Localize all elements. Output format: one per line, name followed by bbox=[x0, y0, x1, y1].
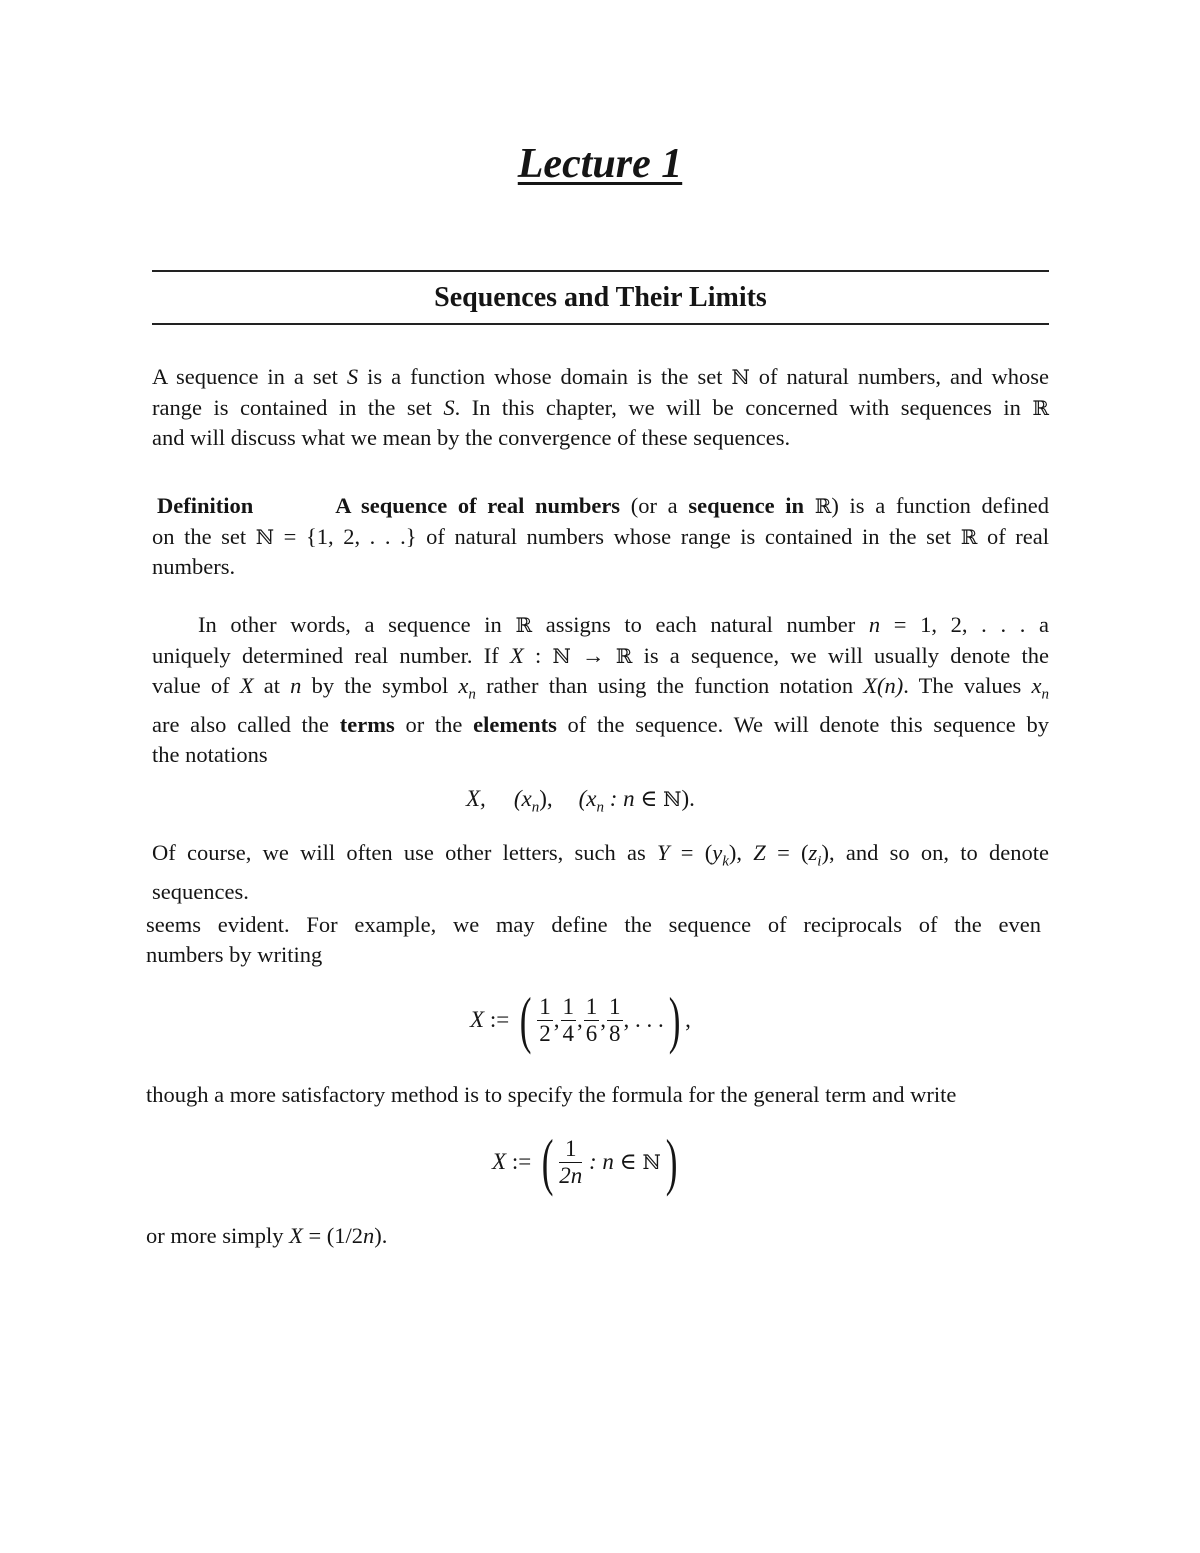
other-words-line-2: uniquely determined real number. If X : ℕ → ℝ is a sequence, we will usually denote the bbox=[152, 642, 1049, 668]
left-paren: ( bbox=[519, 984, 532, 1055]
bottom-rule bbox=[152, 323, 1049, 325]
simply-paragraph bbox=[146, 1221, 1041, 1251]
fraction-3: $\frac{1}{6}$ bbox=[585, 993, 598, 1046]
of-course-paragraph bbox=[152, 838, 1049, 907]
though-line-1: though a more satisfactory method is to specify the formula for the general term and write bbox=[146, 1082, 957, 1107]
section-title: Sequences and Their Limits bbox=[434, 282, 767, 313]
definition-paragraph bbox=[152, 491, 1049, 582]
other-words-line-1: In other words, a sequence in ℝ assigns to each natural number n = 1, 2, . . . a bbox=[198, 612, 1049, 637]
general-term-display: X := ( $\frac{1}{2n}$ : n ∈ ℕ) bbox=[492, 1126, 678, 1197]
seems-paragraph bbox=[146, 910, 1041, 969]
notation-display: X, $(x_n)$, ($x_n$ : n ∈ ℕ). bbox=[466, 786, 695, 816]
fraction-2: $\frac{1}{4}$ bbox=[562, 993, 574, 1046]
definition-line-2: on the set ℕ = {1, 2, . . .} of natural numbers whose range is contained in the set ℝ of real bbox=[152, 523, 1049, 549]
definition-label: Definition bbox=[157, 493, 254, 518]
of-course-line-2: sequences. bbox=[152, 879, 249, 904]
top-rule bbox=[152, 270, 1049, 272]
intro-paragraph bbox=[152, 362, 1049, 453]
intro-line-3: and will discuss what we mean by the convergence of these sequences. bbox=[152, 425, 791, 450]
left-paren-2: ( bbox=[541, 1126, 554, 1197]
though-paragraph bbox=[146, 1080, 1041, 1110]
other-words-line-3: value of X at n by the symbol $x_n$ rather than using the function notation X(n). The values $x_n$ bbox=[152, 673, 1049, 703]
lecture-title: Lecture 1 bbox=[517, 141, 683, 187]
other-words-paragraph bbox=[152, 610, 1049, 769]
fraction-general: $\frac{1}{2n}$ bbox=[559, 1135, 583, 1188]
of-course-line-1: Of course, we will often use other letters, such as $Y = (y_k)$, $Z = (z_i)$, and so on, to denote bbox=[152, 840, 1049, 870]
definition-line-3: numbers. bbox=[152, 554, 236, 579]
right-paren: ) bbox=[668, 984, 681, 1055]
fraction-1: $\frac{1}{2}$ bbox=[539, 993, 551, 1046]
intro-line-2: range is contained in the set S. In this chapter, we will be concerned with sequences in ℝ bbox=[152, 394, 1049, 420]
reciprocals-display: X := ( $\frac{1}{2}$ , $\frac{1}{4}$ , $\frac{1}{6}$ , $\frac{1}{8}$ , . . .) , bbox=[470, 984, 691, 1055]
right-paren-2: ) bbox=[665, 1126, 678, 1197]
other-words-line-4: are also called the terms or the elements of the sequence. We will denote this sequence by bbox=[152, 712, 1049, 737]
seems-line-1: seems evident. For example, we may define the sequence of reciprocals of the even bbox=[146, 912, 1041, 937]
fraction-4: $\frac{1}{8}$ bbox=[609, 993, 621, 1046]
other-words-line-5: the notations bbox=[152, 741, 268, 767]
intro-line-1: A sequence in a set S is a function whose domain is the set ℕ of natural numbers, and whose bbox=[152, 364, 1049, 389]
definition-line-1: Definition A sequence of real numbers (or a sequence in ℝ) is a function defined bbox=[152, 491, 1049, 522]
seems-line-2: numbers by writing bbox=[146, 941, 323, 967]
simply-line: or more simply X = (1/2n). bbox=[146, 1223, 388, 1248]
